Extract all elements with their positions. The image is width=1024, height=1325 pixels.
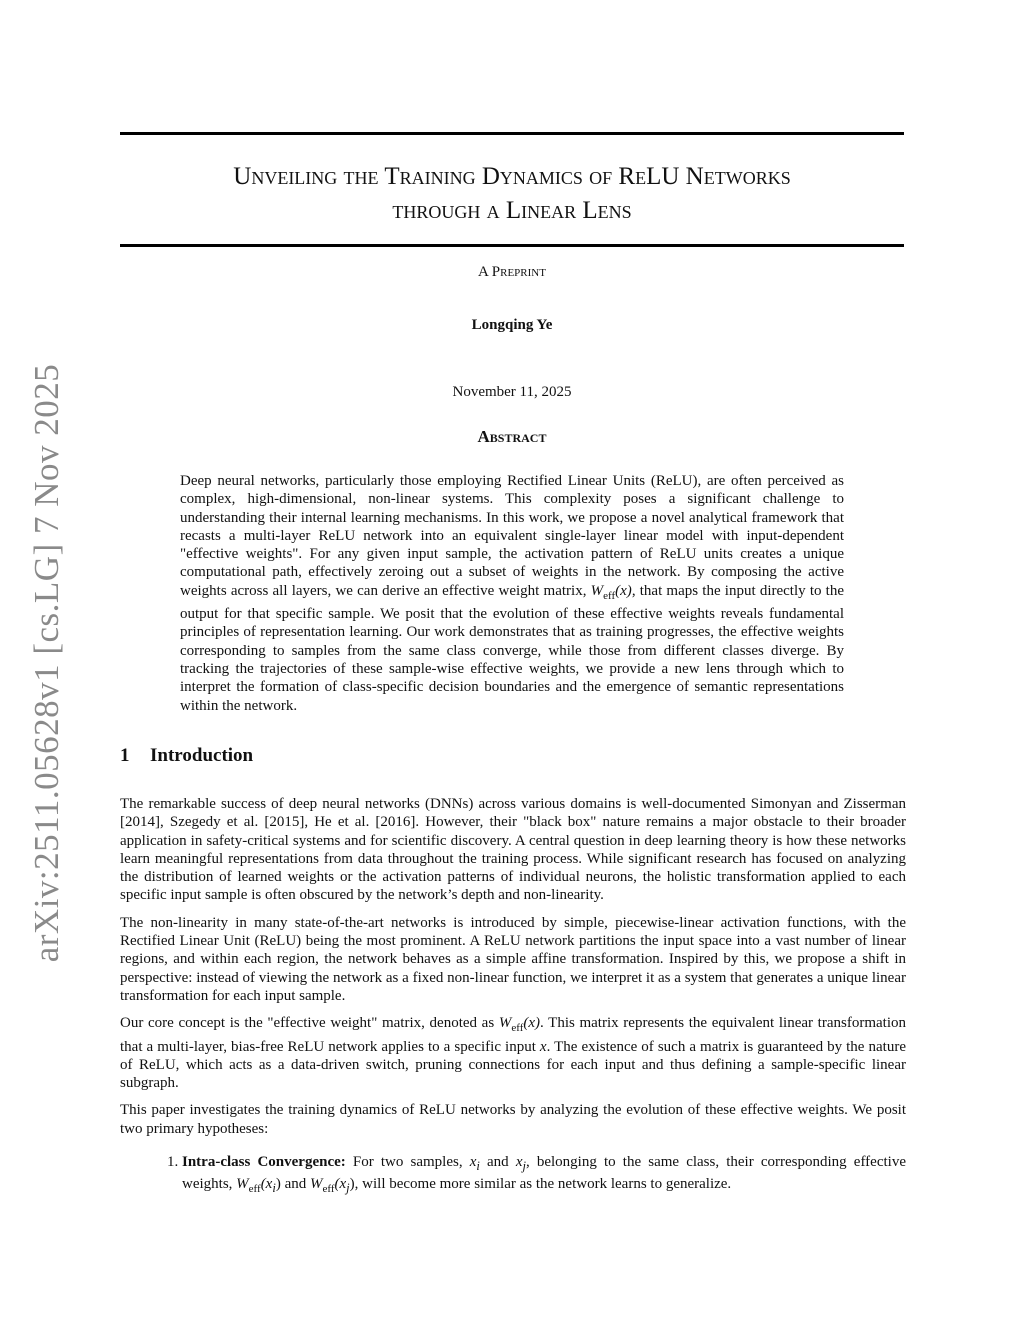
title-rule-bottom	[120, 244, 904, 247]
list-text: and	[280, 1176, 310, 1193]
abstract-text	[180, 472, 844, 715]
math-xi: x	[469, 1154, 477, 1171]
p3-math-arg: (x)	[523, 1015, 541, 1032]
paper-title	[120, 160, 904, 228]
intro-paragraph-1: The remarkable success of deep neural networks (DNNs) across various domains is well-documented Simonyan and Zisserman [2014], Szegedy et al. [2015], He et al. [2016]. However, their "black box" nature remains a major obstacle to their broader application in safety-critical systems and for scientific discovery. A central question in deep learning theory is how these networks learn meaningful representations from data throughout the training process. While significant research has focused on analyzing the distribution of learned weights or the activation patterns of individual neurons, the holistic transformation applied to each specific input sample is often obscured by the network’s depth and non-linearity.	[120, 796, 906, 904]
math-w1-close: )	[275, 1176, 281, 1193]
p3-part-b: . This matrix represents the equivalent linear transformation that a multi-layer, bias-free ReLU network applies to a specific input	[120, 1015, 906, 1055]
author-name: Longqing Ye	[471, 317, 553, 333]
abstract-part-2: , that maps the input directly to the output for that specific sample. We posit that the evolution of these effective weights reveals fundamental principles of representation learning. Our work demonstrates that as training progresses, the effective weights corresponding to samples from the same class converge, while those from different classes diverge. By tracking the trajectories of these sample-wise effective weights, we provide a new lens through which to interpret the formation of class-specific decision boundaries and the emergence of semantic representations within the network.	[180, 582, 844, 714]
math-sub-i: i	[476, 1159, 480, 1174]
p3-math-sub: eff	[511, 1022, 524, 1035]
intro-paragraph-4: This paper investigates the training dynamics of ReLU networks by analyzing the evolution of these effective weights. We posit two primary hypotheses:	[120, 1102, 906, 1137]
math-w2: W	[310, 1176, 323, 1193]
preprint-label: A Preprint	[478, 264, 546, 280]
abstract-part-1: Deep neural networks, particularly those employing Rectified Linear Units (ReLU), are often perceived as complex, high-dimensional, non-linear systems. This complexity poses a significant challenge to understanding their internal learning mechanisms. In this work, we propose a novel analytical framework that recasts a multi-layer ReLU network into an equivalent single-layer linear model with input-dependent "effective weights". For any given input sample, the activation pattern of ReLU units creates a unique computational path, effectively zeroing out a subset of weights in the network. By composing the active weights across all layers, we can derive an effective weight matrix,	[180, 473, 844, 599]
list-text: , will become more similar as the network learns to generalize.	[354, 1176, 732, 1193]
list-text: , belonging to the same class, their corresponding effective weights,	[182, 1154, 906, 1193]
math-w2-close: )	[349, 1176, 355, 1193]
p3-part-c: . The existence of such a matrix is guaranteed by the nature of ReLU, which acts as a data-driven switch, pruning connections for each input and thus defining a sample-specific linear subgraph.	[120, 1038, 906, 1092]
p3-math-w: W	[498, 1015, 512, 1032]
intro-paragraph-2: The non-linearity in many state-of-the-art networks is introduced by simple, piecewise-linear activation functions, with the Rectified Linear Unit (ReLU) being the most prominent. A ReLU network partitions the input space into a vast number of linear regions, and within each region, the network behaves as a simple affine transformation. Inspired by this, we propose a shift in perspective: instead of viewing the network as a fixed non-linear function, we interpret it as a system that generates a unique linear transformation for each input sample.	[120, 914, 906, 1004]
abstract-heading: Abstract	[477, 427, 547, 446]
list-text: For two samples,	[345, 1154, 470, 1171]
p3-part-a: Our core concept is the "effective weight" matrix, denoted as	[120, 1015, 499, 1032]
math-w1-arg: (x	[260, 1176, 273, 1193]
title-rule-top	[120, 132, 904, 135]
math-xj: x	[515, 1154, 523, 1171]
math-w2-arg: (x	[334, 1176, 347, 1193]
list-item	[182, 1153, 906, 1199]
introduction-body	[120, 795, 906, 1199]
math-w2-sub: eff	[322, 1183, 335, 1196]
intro-paragraph-3	[120, 1014, 906, 1092]
section-heading-introduction	[120, 745, 253, 767]
title-line-1: Unveiling the Training Dynamics of ReLU Networks	[233, 163, 791, 190]
abstract-math-sub: eff	[603, 589, 616, 602]
math-w1-sub: eff	[248, 1183, 261, 1196]
list-item-term: Intra-class Convergence:	[182, 1154, 346, 1171]
p3-math-x: x	[539, 1038, 547, 1055]
math-sub-j: j	[522, 1159, 526, 1174]
math-w1-argsub: i	[272, 1181, 276, 1196]
math-w2-argsub: j	[346, 1181, 350, 1196]
title-line-2: through a Linear Lens	[392, 197, 632, 224]
math-w1: W	[236, 1176, 249, 1193]
publication-date: November 11, 2025	[452, 384, 572, 400]
arxiv-identifier: arXiv:2511.05628v1 [cs.LG] 7 Nov 2025	[27, 363, 66, 963]
hypotheses-list	[120, 1153, 906, 1199]
section-title: Introduction	[150, 745, 254, 766]
abstract-math-arg: (x)	[615, 582, 632, 599]
section-number: 1	[120, 745, 130, 766]
list-text: and	[479, 1154, 516, 1171]
abstract-math-w: W	[590, 582, 604, 599]
